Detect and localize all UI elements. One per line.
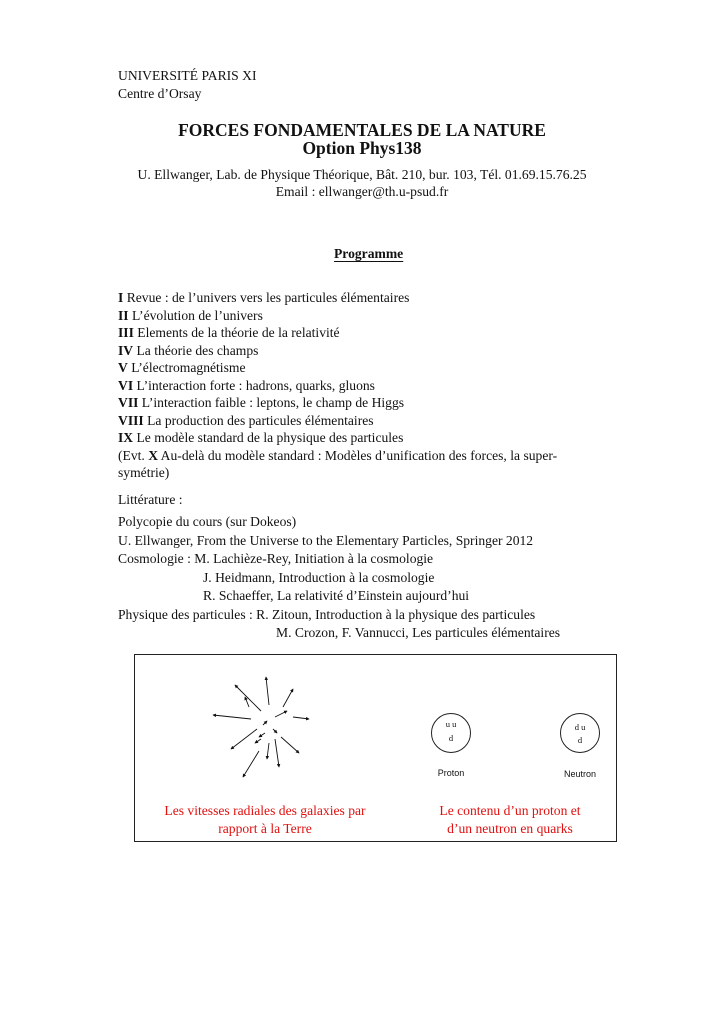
centre-name: Centre d’Orsay <box>118 86 202 101</box>
neutron-label: Neutron <box>563 769 597 779</box>
item-number: V <box>118 360 128 375</box>
caption-right-line1: Le contenu d’un proton et <box>439 803 581 818</box>
literature-line: M. Crozon, F. Vannucci, Les particules élémentaires <box>276 625 561 640</box>
proton-label: Proton <box>437 768 465 778</box>
optional-text: Au-delà du modèle standard : Modèles d’unification des forces, la super- <box>158 447 558 463</box>
item-number: I <box>118 290 124 305</box>
item-text: L’électromagnétisme <box>127 360 246 375</box>
galaxy-velocities-diagram <box>203 667 343 797</box>
literature-line: J. Heidmann, Introduction à la cosmologie <box>203 569 435 585</box>
literature-heading: Littérature : <box>118 492 183 507</box>
course-title: FORCES FONDAMENTALES DE LA NATURE <box>178 120 546 140</box>
item-text: Le modèle standard de la physique des particules <box>133 430 404 445</box>
literature-line: Polycopie du cours (sur Dokeos) <box>118 514 297 529</box>
item-number: IV <box>118 342 134 358</box>
item-text: La production des particules élémentaires <box>143 412 374 428</box>
item-number: III <box>118 325 134 340</box>
programme-item <box>118 412 374 430</box>
literature-line: Cosmologie : M. Lachièze-Rey, Initiation à la cosmologie <box>118 551 434 566</box>
item-number: VII <box>118 395 139 410</box>
university-name: UNIVERSITÉ PARIS XI <box>118 68 257 83</box>
literature-line: U. Ellwanger, From the Universe to the Elementary Particles, Springer 2012 <box>118 532 534 548</box>
item-text: La théorie des champs <box>133 342 259 358</box>
programme-heading: Programme <box>334 246 404 261</box>
literature-line: R. Schaeffer, La relativité d’Einstein aujourd’hui <box>203 588 470 603</box>
programme-item <box>118 429 403 447</box>
caption-left-line1: Les vitesses radiales des galaxies par <box>164 803 366 818</box>
item-text: Revue : de l’univers vers les particules élémentaires <box>123 290 410 305</box>
item-number: VIII <box>118 412 144 428</box>
item-number: VI <box>118 377 134 393</box>
caption-right-line2: d’un neutron en quarks <box>447 821 573 836</box>
item-text: Elements de la théorie de la relativité <box>133 325 340 340</box>
programme-item <box>118 394 404 412</box>
programme-item <box>118 359 245 377</box>
programme-item-optional <box>118 447 557 465</box>
programme-item <box>118 289 409 307</box>
programme-item <box>118 377 375 395</box>
programme-item-optional-continued: symétrie) <box>118 465 170 480</box>
course-option: Option Phys138 <box>302 138 422 158</box>
item-text: L’interaction faible : leptons, le champ de Higgs <box>138 395 405 410</box>
proton-quarks-bottom: d <box>448 733 454 743</box>
neutron-circle <box>560 713 600 753</box>
proton-quarks-top: u u <box>445 719 457 729</box>
programme-item <box>118 307 263 325</box>
programme-item <box>118 324 340 342</box>
item-number: IX <box>118 430 134 445</box>
item-text: L’évolution de l’univers <box>128 307 263 323</box>
programme-item <box>118 342 258 360</box>
item-number: II <box>118 307 129 323</box>
neutron-quarks-bottom: d <box>577 735 583 745</box>
optional-prefix: (Evt. <box>118 447 149 463</box>
item-number: X <box>148 447 159 463</box>
literature-line: Physique des particules : R. Zitoun, Introduction à la physique des particules <box>118 606 536 622</box>
caption-left-line2: rapport à la Terre <box>218 821 312 836</box>
contact-line: U. Ellwanger, Lab. de Physique Théorique, Bât. 210, bur. 103, Tél. 01.69.15.76.25 <box>137 167 587 182</box>
item-text: L’interaction forte : hadrons, quarks, gluons <box>133 377 375 393</box>
email-line: Email : ellwanger@th.u-psud.fr <box>275 184 449 199</box>
neutron-quarks-top: d u <box>574 722 586 732</box>
figure-box <box>134 654 617 842</box>
